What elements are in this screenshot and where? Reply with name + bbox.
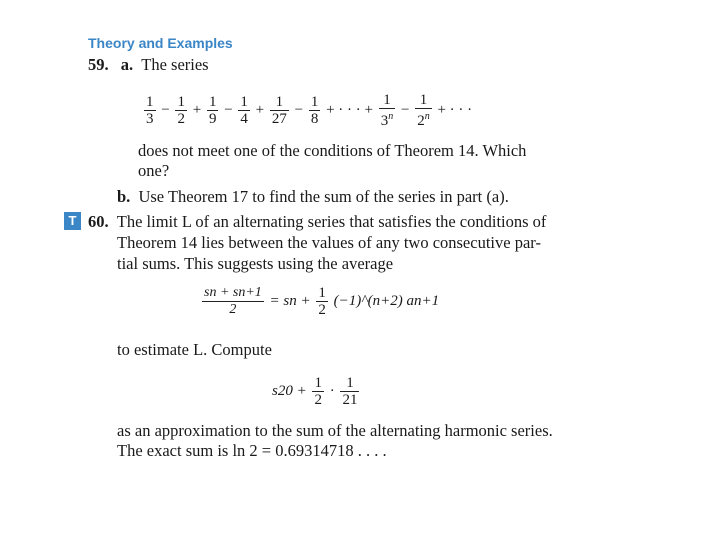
problem-text: The exact sum is ln 2 = 0.69314718 . . . . (117, 441, 387, 460)
average-rhs: = sn + (269, 292, 315, 309)
term-6: $\frac{1}{8}$ (310, 94, 319, 127)
average-formula (200, 285, 439, 318)
part-b (117, 187, 509, 207)
problem-text: The series (141, 55, 209, 74)
problem-text: one? (138, 161, 170, 180)
compute-fraction-1: $\frac{1}{2}$ (314, 375, 322, 408)
problem-number: 59. (88, 55, 109, 74)
compute-fraction-2: $\frac{1}{21}$ (342, 375, 358, 408)
series-expression: $\frac{1}{3}$ − $\frac{1}{2}$ + $\frac{1}{9}$ − $\frac{1}{4}$ + $\frac{1}{27}$ − $\frac{1}{8}$ + · · · + $\frac{1}{3^n}$ − $\frac{1}{2^n}$ + · · · (146, 92, 473, 129)
problem-text: does not meet one of the conditions of Theorem 14. Which (138, 141, 527, 160)
half-fraction: $\frac{1}{2}$ (318, 285, 326, 318)
average-tail: (−1)^(n+2) an+1 (333, 292, 440, 309)
part-label: b. (117, 187, 131, 206)
ellipsis-end: + · · · (437, 101, 473, 118)
problem-text: to estimate L. Compute (117, 340, 272, 359)
problem-text: Theorem 14 lies between the values of any two consecutive par- (117, 233, 541, 252)
compute-expression (272, 375, 361, 408)
term-1: $\frac{1}{3}$ (146, 94, 154, 127)
term-n-b: $\frac{1}{2^n}$ (417, 92, 430, 129)
average-fraction: $\frac{sn + sn+1}{2}$ (204, 285, 262, 317)
problem-text: Use Theorem 17 to find the sum of the series in part (a). (138, 187, 509, 206)
term-n-a: $\frac{1}{3^n}$ (380, 92, 394, 129)
term-4: $\frac{1}{4}$ (240, 94, 248, 127)
term-2: $\frac{1}{2}$ (177, 94, 185, 127)
problem-59-header (88, 55, 209, 75)
term-3: $\frac{1}{9}$ (208, 94, 217, 127)
problem-number: 60. (88, 212, 109, 231)
problem-60-line1 (88, 212, 546, 232)
part-label: a. (120, 55, 134, 74)
section-title: Theory and Examples (88, 35, 233, 51)
technology-badge: T (64, 212, 81, 230)
problem-text: The limit L of an alternating series that satisfies the conditions of (116, 212, 547, 231)
compute-lhs: s20 + (272, 382, 307, 399)
ellipsis-mid: + · · · + (326, 101, 373, 118)
term-5: $\frac{1}{27}$ (271, 94, 287, 127)
problem-text: as an approximation to the sum of the alternating harmonic series. (117, 421, 553, 440)
problem-text: tial sums. This suggests using the average (117, 254, 394, 273)
compute-dot: · (329, 382, 335, 399)
